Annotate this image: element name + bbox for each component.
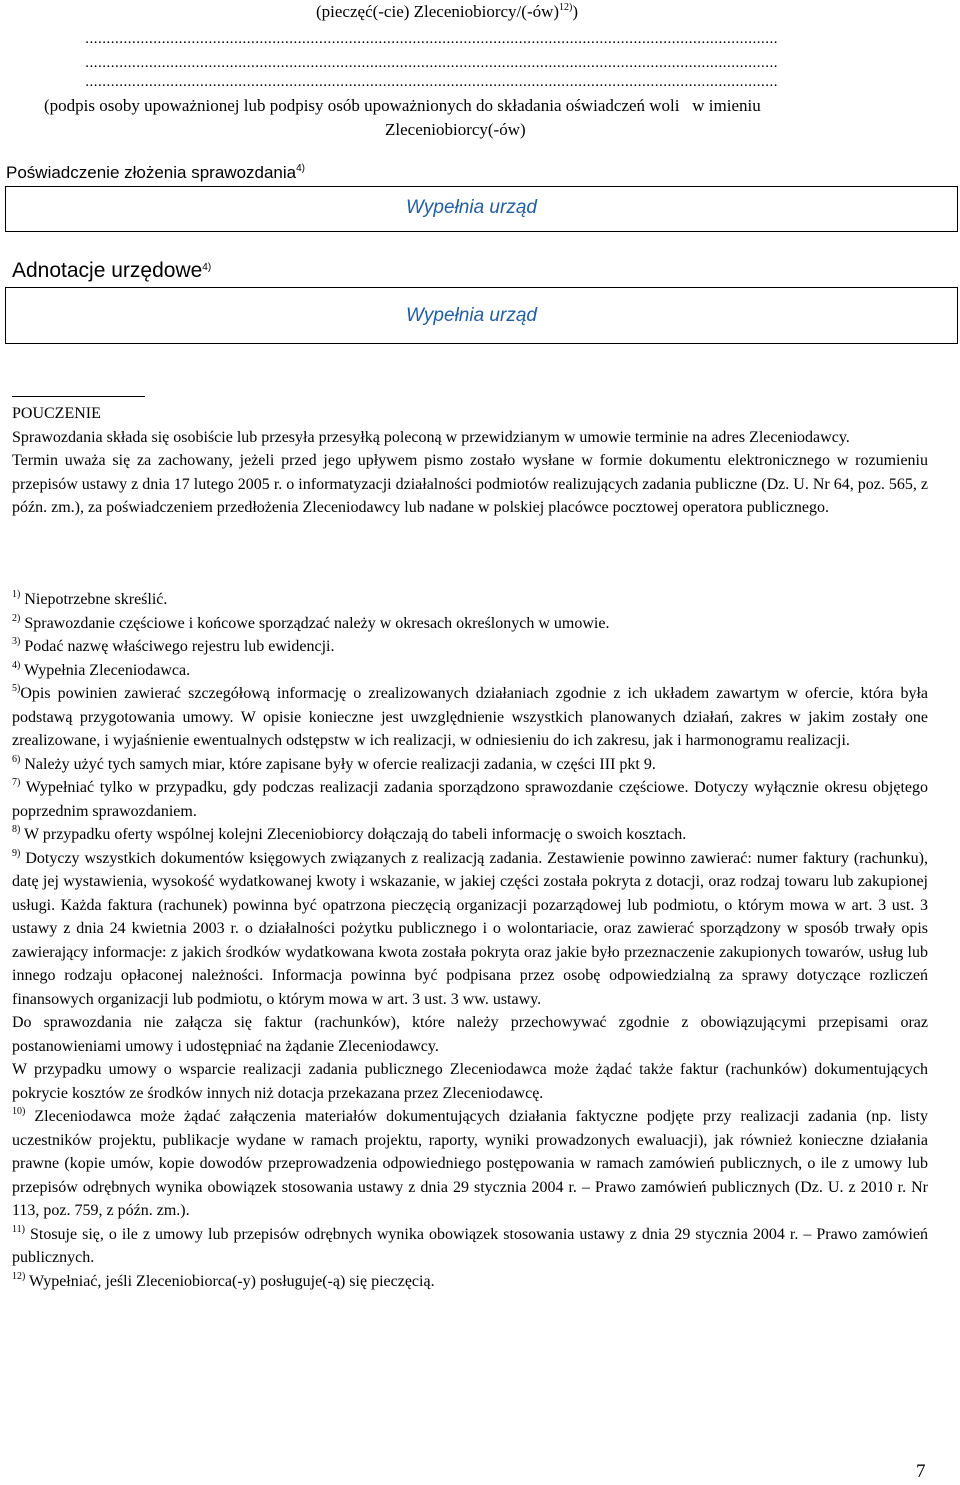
instruction-paragraph: Termin uważa się za zachowany, jeżeli przed jego upływem pismo zostało wysłane w formie dokumentu elektronicznego w rozumieniu przepisów ustawy z dnia 17 lutego 2005 r. o informatyzacji działalności podmiotów realizujących zadania publiczne (Dz. U. Nr 64, poz. 565, z późn. zm.), za poświadczeniem przedłożenia Zleceniodawcy lub nadane w polskiej placówce pocztowej operatora publicznego. [12,452,928,516]
signature-dotted-line: ................................................................................................................................................................... [85,55,778,71]
annotations-label: Adnotacje urzędowe$^{4)}$ [12,259,212,282]
seal-caption: (pieczęć(-cie) Zleceniobiorcy/(-ów)$^{12)}$) [316,2,579,21]
attestation-box [5,186,958,232]
attestation-label: Poświadczenie złożenia sprawozdania$^{4)}$ [6,163,306,182]
annotations-box [5,287,958,344]
signature-dotted-line: ................................................................................................................................................................... [85,31,778,47]
instruction-heading: POUCZENIE [12,405,101,422]
footnote-item: $^{6)}$ Należy użyć tych samych miar, które zapisane były w ofercie realizacji zadania, w części III pkt 9. [12,753,656,773]
footnote-item: $^{11)}$ Stosuje się, o ile z umowy lub przepisów odrębnych wynika obowiązek stosowania ustawy z dnia 29 stycznia 2004 r. – Prawo zamówień publicznych. [12,1223,928,1266]
footnote-item: $^{1)}$ Niepotrzebne skreślić. [12,589,168,608]
footnote-item: $^{5)}$Opis powinien zawierać szczegółową informację o zrealizowanych działaniach zgodnie z ich układem zawartym w ofercie, która była podstawą przygotowania umowy. W opisie konieczne jest uwzględnienie wszystkich planowanych działań, zakres w jakim zostały one zrealizowane, i wyjaśnienie ewentualnych odstępstw w ich realizacji, w odniesieniu do ich zakresu, jak i harmonogramu realizacji. [12,683,928,749]
signature-dotted-line: ................................................................................................................................................................... [85,74,778,90]
footnote-item: $^{12)}$ Wypełniać, jeśli Zleceniobiorca(-y) posługuje(-ą) się pieczęcią. [12,1270,435,1290]
footnote-item: $^{7)}$ Wypełniać tylko w przypadku, gdy podczas realizacji zadania sporządzono sprawozdanie częściowe. Dotyczy wyłącznie okresu objętego poprzednim sprawozdaniem. [12,777,928,820]
footnote-item: $^{9)}$ Dotyczy wszystkich dokumentów księgowych związanych z realizacją zadania. Zestawienie powinno zawierać: numer faktury (rachunku), datę jej wystawienia, wysokość wydatkowanej kwoty i wskazanie, w jakiej części została pokryta z dotacji, oraz rodzaj towaru lub zakupionej usługi. Każda faktura (rachunek) powinna być opatrzona pieczęcią organizacji pozarządowej lub podmiotu, o którym mowa w art. 3 ust. 3 ustawy z dnia 24 kwietnia 2003 r. o działalności pożytku publicznego i o wolontariacie, oraz zawierać sporządzony w sposób trwały opis zawierający informacje: z jakich środków wydatkowana kwota została pokryta oraz jakie było przeznaczenie zakupionych towarów, usług lub innego rodzaju opłaconej należności. Informacja powinna być podpisana przez osobę odpowiedzialną za sprawy dotyczące rozliczeń finansowych organizacji lub podmiotu, o którym mowa w art. 3 ust. 3 ww. ustawy. [12,847,928,1008]
footnotes-section [12,588,928,1293]
instruction-section [12,402,928,520]
attestation-fill-text: Wypełnia urząd [406,197,537,218]
annotations-fill-text: Wypełnia urząd [406,305,537,326]
footnote-ref: 12) [559,2,573,13]
signature-caption-line2: Zleceniobiorcy(-ów) [385,120,526,139]
footnote-item: $^{2)}$ Sprawozdanie częściowe i końcowe sporządzać należy w okresach określonych w umowie. [12,612,610,632]
footnote-separator [12,396,145,397]
instruction-paragraph: Sprawozdania składa się osobiście lub przesyła przesyłką poleconą w przewidzianym w umowie terminie na adres Zleceniodawcy. [12,428,850,446]
page-number: 7 [916,1461,926,1482]
footnote-item: $^{10)}$ Zleceniodawca może żądać załączenia materiałów dokumentujących działania faktyczne podjęte przy realizacji zadania (np. listy uczestników projektu, publikacje wydane w ramach projektu, raporty, wyniki prowadzonych ewaluacji), jak również konieczne działania prawne (kopie umów, kopie dowodów przeprowadzenia odpowiedniego postępowania w ramach zamówień publicznych, o ile z umowy lub przepisów odrębnych wynika obowiązek stosowania ustawy z dnia 29 stycznia 2004 r. – Prawo zamówień publicznych (Dz. U. z 2010 r. Nr 113, poz. 759, z późn. zm.). [12,1106,928,1219]
footnote-paragraph: W przypadku umowy o wsparcie realizacji zadania publicznego Zleceniodawca może żądać także faktur (rachunków) dokumentujących pokrycie kosztów ze środków innych niż dotacja przekazana przez Zleceniodawcę. [12,1061,928,1102]
footnote-paragraph: Do sprawozdania nie załącza się faktur (rachunków), które należy przechowywać zgodnie z obowiązującymi przepisami oraz postanowieniami umowy i udostępniać na żądanie Zleceniodawcy. [12,1014,928,1055]
footnote-item: $^{3)}$ Podać nazwę właściwego rejestru lub ewidencji. [12,636,335,655]
footnote-item: $^{4)}$ Wypełnia Zleceniodawca. [12,659,191,679]
footnote-item: $^{8)}$ W przypadku oferty wspólnej kolejni Zleceniobiorcy dołączają do tabeli informację o swoich kosztach. [12,824,687,843]
signature-caption-line1: (podpis osoby upoważnionej lub podpisy osób upoważnionych do składania oświadczeń woli w imieniu [44,96,761,115]
